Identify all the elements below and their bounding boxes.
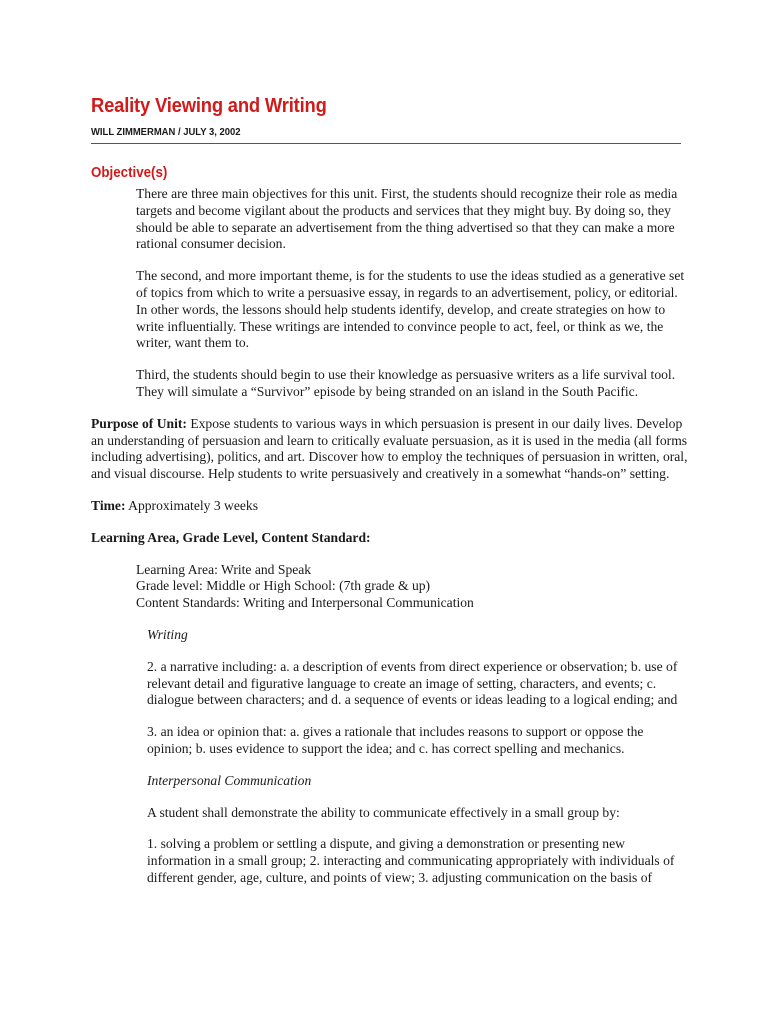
- objective-paragraph-1: There are three main objectives for this unit. First, the students should recognize their role as media targets and become vigilant about the products and services that they might buy. By doing so, they should be able to separate an advertisement from the thing advertised so that they can make a more rational consumer decision.: [136, 186, 678, 252]
- content-standards: Content Standards: Writing and Interpersonal Communication: [136, 595, 474, 611]
- learning-heading: Learning Area, Grade Level, Content Standard:: [91, 529, 371, 545]
- purpose-text: Expose students to various ways in which persuasion is present in our daily lives. Develop an understanding of persuasion and learn to critically evaluate persuasion, as it is used in the media (all forms including advertising), politics, and art. Discover how to employ the techniques of persuasion in written, oral, and visual discourse. Help students to write persuasively and creatively in a somewhat “hands-on” setting.: [91, 415, 688, 482]
- writing-heading: Writing: [147, 626, 188, 642]
- time-text: Approximately 3 weeks: [125, 497, 258, 513]
- writing-item-2: 2. a narrative including: a. a description of events from direct experience or observation; b. use of relevant detail and figurative language to create an image of setting, characters, and events; c. dialogue between characters; and d. a sequence of events or ideas leading to a logical ending; and: [147, 658, 678, 708]
- interpersonal-intro: A student shall demonstrate the ability to communicate effectively in a small group by:: [147, 804, 620, 820]
- writing-item-3: 3. an idea or opinion that: a. gives a rationale that includes reasons to support or oppose the opinion; b. uses evidence to support the idea; and c. has correct spelling and mechanics.: [147, 724, 644, 756]
- purpose-paragraph: [91, 416, 691, 483]
- time-label: Time:: [91, 497, 126, 513]
- learning-area: Learning Area: Write and Speak: [136, 561, 312, 577]
- interpersonal-item-1: 1. solving a problem or settling a dispute, and giving a demonstration or presenting new information in a small group; 2. interacting and communicating appropriately with individuals of different gender, age, culture, and points of view; 3. adjusting communication on the basis of: [147, 836, 675, 885]
- header-divider: [91, 143, 681, 144]
- objectives-heading: Objective(s): [91, 165, 168, 181]
- document-title: Reality Viewing and Writing: [91, 95, 327, 117]
- author-date-byline: WILL ZIMMERMAN / JULY 3, 2002: [91, 126, 241, 138]
- objective-paragraph-3: Third, the students should begin to use their knowledge as persuasive writers as a life survival tool. They will simulate a “Survivor” episode by being stranded on an island in the South Pacific.: [136, 367, 676, 399]
- time-paragraph: [91, 498, 691, 515]
- document-body: [91, 186, 691, 887]
- grade-level: Grade level: Middle or High School: (7th grade & up): [136, 578, 431, 594]
- interpersonal-heading: Interpersonal Communication: [147, 772, 312, 788]
- objective-paragraph-2: The second, and more important theme, is for the students to use the ideas studied as a generative set of topics from which to write a persuasive essay, in regards to an advertisement, policy, or editorial. In other words, the lessons should help students identify, develop, and create strategies on how to write influentially. These writings are intended to convince people to act, feel, or think as we, the writer, want them to.: [136, 268, 685, 351]
- purpose-label: Purpose of Unit:: [91, 415, 187, 431]
- learning-details: [91, 562, 691, 612]
